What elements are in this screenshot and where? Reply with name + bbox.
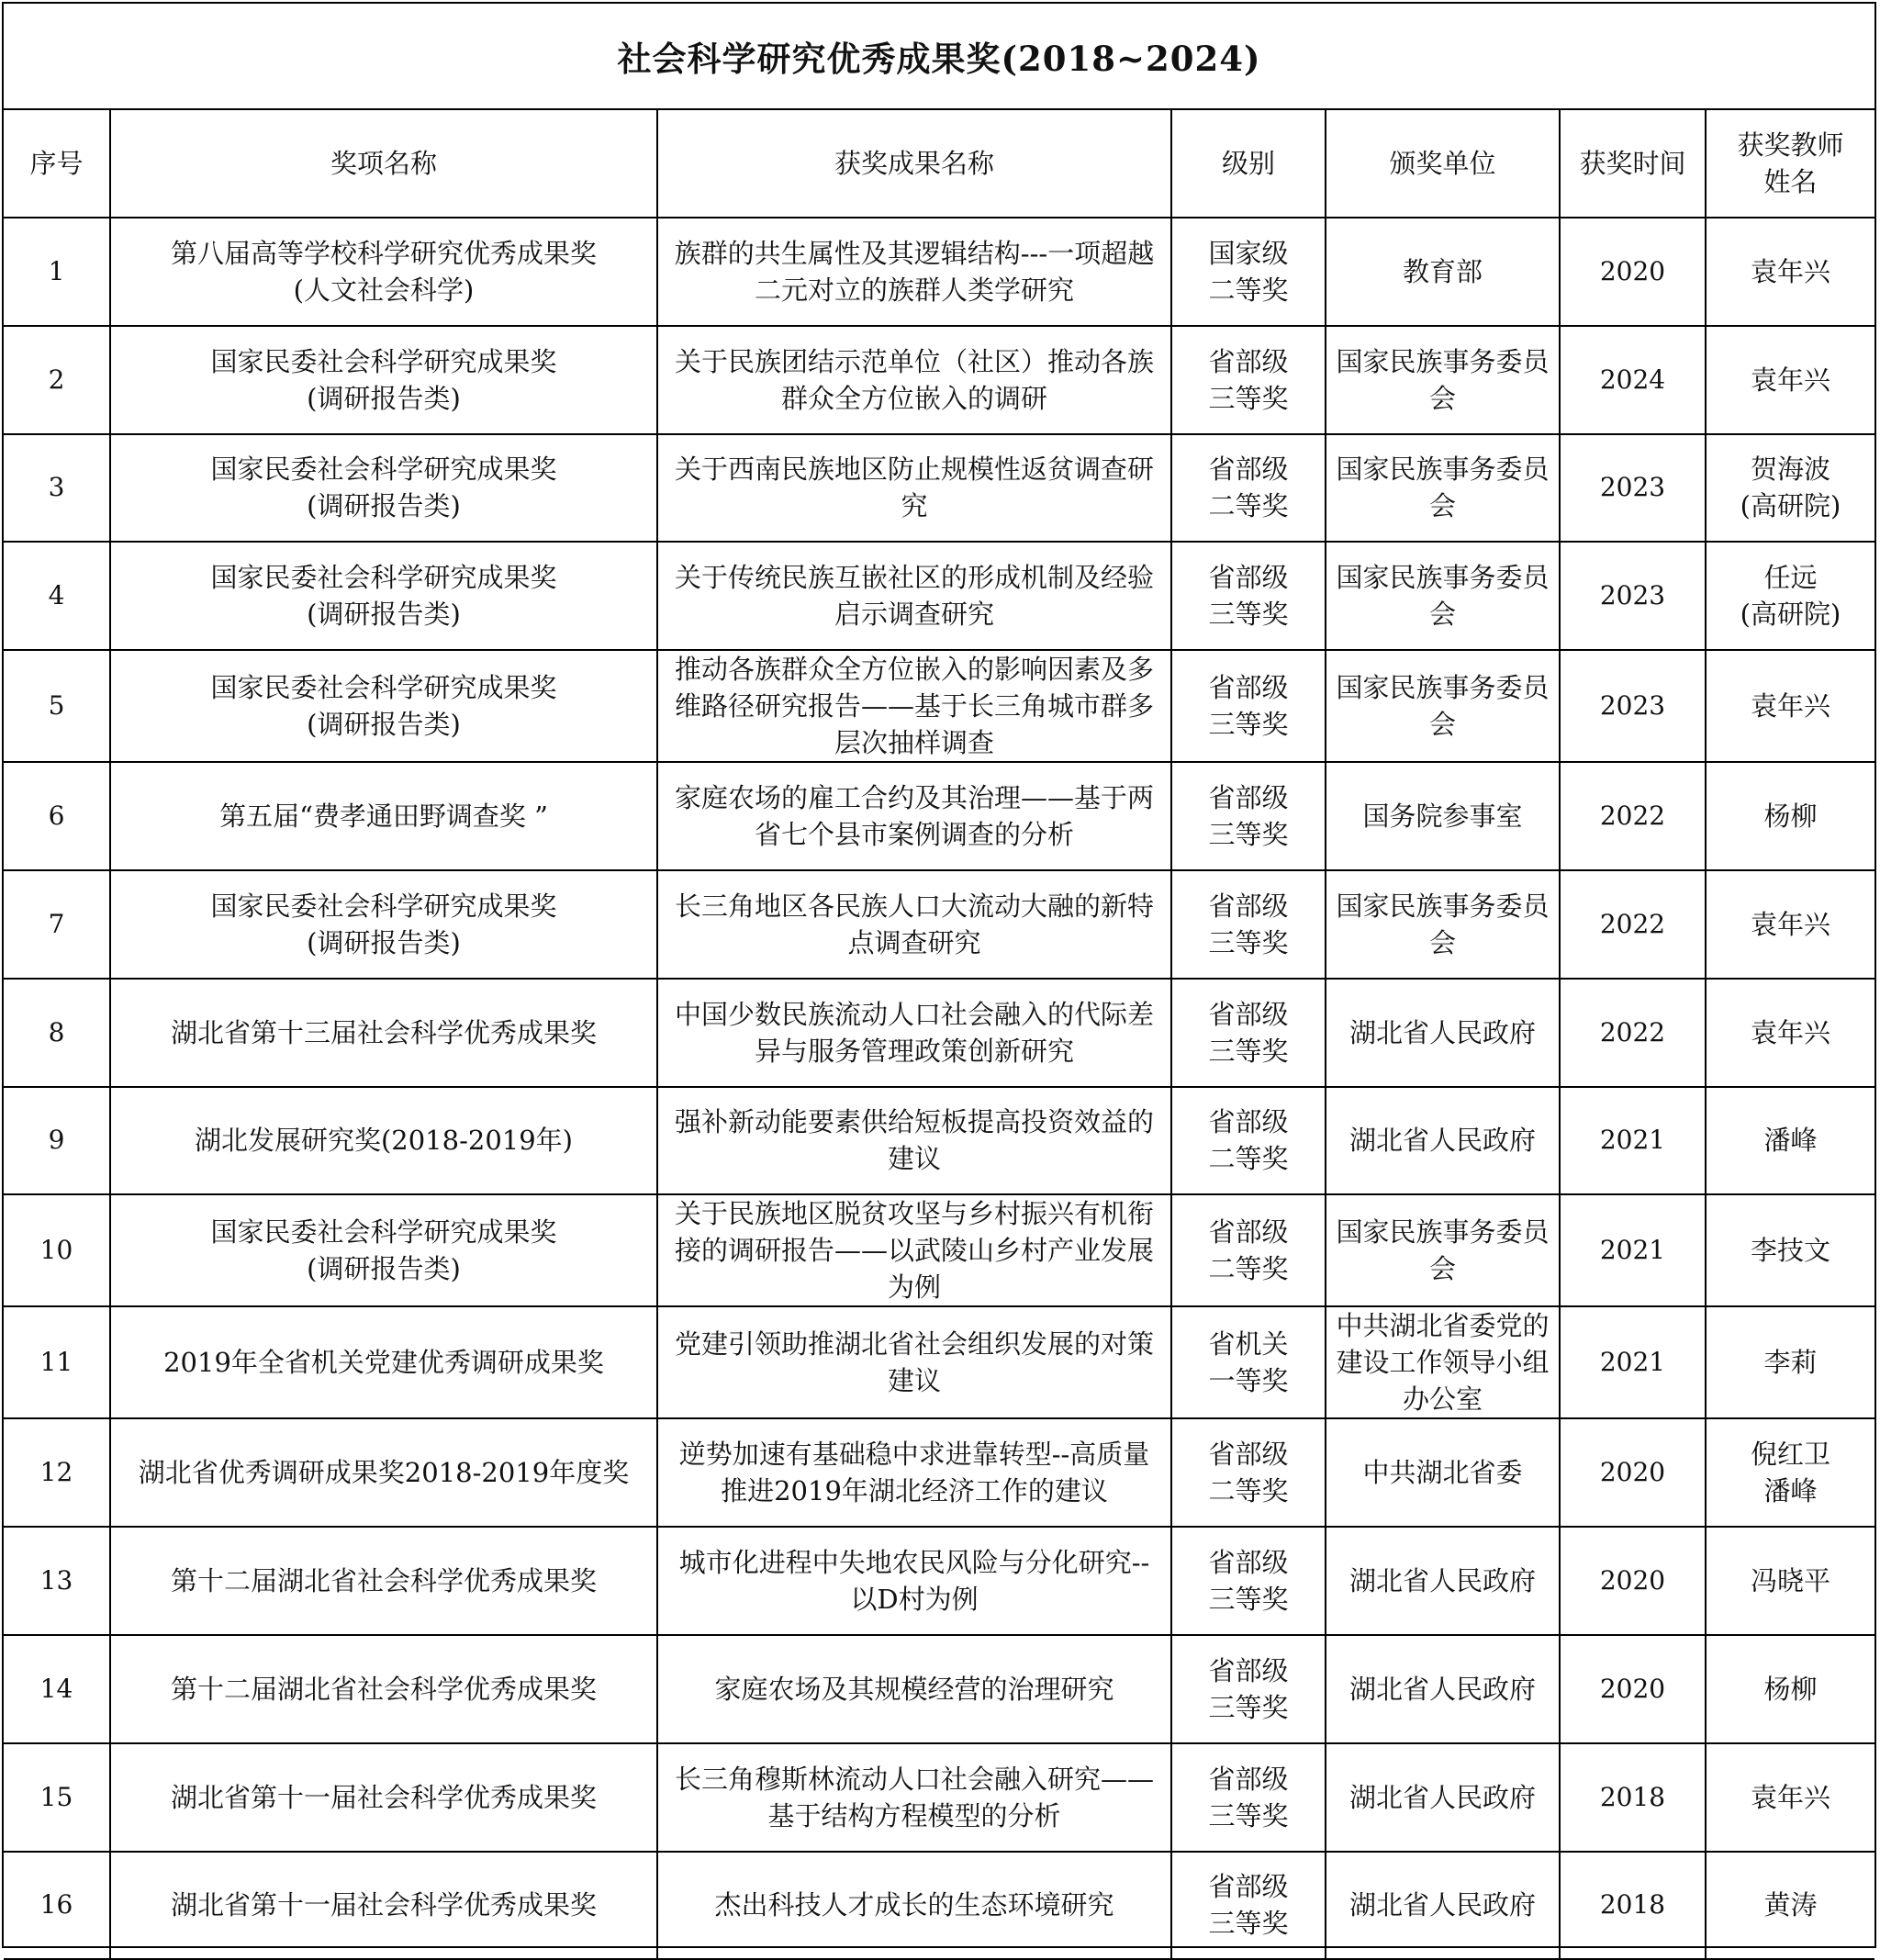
- table-row: [4, 1418, 1874, 1527]
- cell-index: 14: [4, 1635, 110, 1743]
- cell-teacher: 任远 (高研院): [1706, 542, 1874, 650]
- cell-issuer: 中共湖北省委党的建设工作领导小组办公室: [1326, 1306, 1560, 1418]
- cell-work-title: 强补新动能要素供给短板提高投资效益的建议: [657, 1087, 1171, 1195]
- cell-level: 省机关 一等奖: [1171, 1306, 1326, 1418]
- cell-issuer: 湖北省人民政府: [1326, 1527, 1560, 1635]
- cell-award-name: 湖北省第十一届社会科学优秀成果奖: [110, 1743, 657, 1852]
- cell-index: 5: [4, 650, 110, 762]
- cell-level: 国家级 二等奖: [1171, 218, 1326, 326]
- cell-level: 省部级 三等奖: [1171, 326, 1326, 434]
- page-title: 社会科学研究优秀成果奖(2018~2024): [4, 4, 1874, 110]
- cell-index: 8: [4, 979, 110, 1087]
- cell-year: 2021: [1560, 1306, 1706, 1418]
- cell-work-title: 关于传统民族互嵌社区的形成机制及经验启示调查研究: [657, 542, 1171, 650]
- cell-year: 2018: [1560, 1852, 1706, 1960]
- cell-teacher: 倪红卫 潘峰: [1706, 1418, 1874, 1527]
- cell-level: 省部级 二等奖: [1171, 1087, 1326, 1195]
- cell-level: 省部级 三等奖: [1171, 1743, 1326, 1852]
- table-row: [4, 650, 1874, 762]
- cell-index: 11: [4, 1306, 110, 1418]
- cell-level: 省部级 二等奖: [1171, 1194, 1326, 1306]
- cell-level: 省部级 三等奖: [1171, 870, 1326, 979]
- cell-level: 省部级 二等奖: [1171, 1418, 1326, 1527]
- cell-index: 4: [4, 542, 110, 650]
- cell-teacher: 冯晓平: [1706, 1527, 1874, 1635]
- cell-work-title: 家庭农场及其规模经营的治理研究: [657, 1635, 1171, 1743]
- cell-issuer: 中共湖北省委: [1326, 1418, 1560, 1527]
- cell-award-name: 国家民委社会科学研究成果奖 (调研报告类): [110, 542, 657, 650]
- cell-index: 1: [4, 218, 110, 326]
- cell-level: 省部级 三等奖: [1171, 650, 1326, 762]
- cell-issuer: 湖北省人民政府: [1326, 1635, 1560, 1743]
- cell-index: 12: [4, 1418, 110, 1527]
- table-row: [4, 434, 1874, 543]
- cell-work-title: 族群的共生属性及其逻辑结构---一项超越二元对立的族群人类学研究: [657, 218, 1171, 326]
- cell-level: 省部级 三等奖: [1171, 542, 1326, 650]
- cell-award-name: 第十二届湖北省社会科学优秀成果奖: [110, 1527, 657, 1635]
- cell-year: 2021: [1560, 1194, 1706, 1306]
- cell-year: 2022: [1560, 762, 1706, 870]
- col-header-award: 奖项名称: [110, 110, 657, 218]
- cell-issuer: 国家民族事务委员会: [1326, 650, 1560, 762]
- table-row: [4, 1852, 1874, 1960]
- cell-index: 2: [4, 326, 110, 434]
- cell-year: 2024: [1560, 326, 1706, 434]
- col-header-level: 级别: [1171, 110, 1326, 218]
- cell-award-name: 湖北省第十一届社会科学优秀成果奖: [110, 1852, 657, 1960]
- cell-work-title: 关于民族团结示范单位（社区）推动各族群众全方位嵌入的调研: [657, 326, 1171, 434]
- cell-award-name: 国家民委社会科学研究成果奖 (调研报告类): [110, 434, 657, 543]
- cell-work-title: 家庭农场的雇工合约及其治理——基于两省七个县市案例调查的分析: [657, 762, 1171, 870]
- cell-award-name: 湖北省第十三届社会科学优秀成果奖: [110, 979, 657, 1087]
- cell-award-name: 第八届高等学校科学研究优秀成果奖 (人文社会科学): [110, 218, 657, 326]
- table-row: [4, 1194, 1874, 1306]
- cell-work-title: 长三角穆斯林流动人口社会融入研究——基于结构方程模型的分析: [657, 1743, 1171, 1852]
- cell-teacher: 袁年兴: [1706, 1743, 1874, 1852]
- cell-teacher: 袁年兴: [1706, 326, 1874, 434]
- cell-award-name: 国家民委社会科学研究成果奖 (调研报告类): [110, 650, 657, 762]
- table-row: [4, 542, 1874, 650]
- col-header-issuer: 颁奖单位: [1326, 110, 1560, 218]
- cell-teacher: 袁年兴: [1706, 870, 1874, 979]
- cell-issuer: 教育部: [1326, 218, 1560, 326]
- cell-teacher: 杨柳: [1706, 1635, 1874, 1743]
- cell-level: 省部级 二等奖: [1171, 434, 1326, 543]
- cell-teacher: 黄涛: [1706, 1852, 1874, 1960]
- cell-award-name: 国家民委社会科学研究成果奖 (调研报告类): [110, 1194, 657, 1306]
- cell-issuer: 湖北省人民政府: [1326, 1743, 1560, 1852]
- cell-award-name: 湖北发展研究奖(2018-2019年): [110, 1087, 657, 1195]
- cell-year: 2021: [1560, 1087, 1706, 1195]
- cell-issuer: 国家民族事务委员会: [1326, 326, 1560, 434]
- table-row: [4, 1527, 1874, 1635]
- cell-issuer: 湖北省人民政府: [1326, 1087, 1560, 1195]
- cell-issuer: 国家民族事务委员会: [1326, 1194, 1560, 1306]
- cell-work-title: 城市化进程中失地农民风险与分化研究--以D村为例: [657, 1527, 1171, 1635]
- cell-level: 省部级 三等奖: [1171, 1527, 1326, 1635]
- cell-award-name: 湖北省优秀调研成果奖2018-2019年度奖: [110, 1418, 657, 1527]
- cell-index: 6: [4, 762, 110, 870]
- cell-teacher: 袁年兴: [1706, 218, 1874, 326]
- table-row: [4, 218, 1874, 326]
- table-row: [4, 1306, 1874, 1418]
- cell-year: 2020: [1560, 1527, 1706, 1635]
- cell-year: 2018: [1560, 1743, 1706, 1852]
- cell-index: 15: [4, 1743, 110, 1852]
- table-row: [4, 870, 1874, 979]
- cell-year: 2020: [1560, 218, 1706, 326]
- cell-work-title: 杰出科技人才成长的生态环境研究: [657, 1852, 1171, 1960]
- cell-work-title: 关于西南民族地区防止规模性返贫调查研究: [657, 434, 1171, 543]
- cell-work-title: 中国少数民族流动人口社会融入的代际差异与服务管理政策创新研究: [657, 979, 1171, 1087]
- cell-award-name: 第五届“费孝通田野调查奖 ”: [110, 762, 657, 870]
- cell-issuer: 湖北省人民政府: [1326, 1852, 1560, 1960]
- cell-level: 省部级 三等奖: [1171, 1635, 1326, 1743]
- cell-work-title: 逆势加速有基础稳中求进靠转型--高质量推进2019年湖北经济工作的建议: [657, 1418, 1171, 1527]
- cell-award-name: 国家民委社会科学研究成果奖 (调研报告类): [110, 326, 657, 434]
- cell-level: 省部级 三等奖: [1171, 762, 1326, 870]
- cell-index: 16: [4, 1852, 110, 1960]
- cell-award-name: 国家民委社会科学研究成果奖 (调研报告类): [110, 870, 657, 979]
- cell-year: 2020: [1560, 1635, 1706, 1743]
- cell-year: 2023: [1560, 542, 1706, 650]
- table-row: [4, 979, 1874, 1087]
- cell-award-name: 第十二届湖北省社会科学优秀成果奖: [110, 1635, 657, 1743]
- cell-teacher: 袁年兴: [1706, 979, 1874, 1087]
- table-row: [4, 1635, 1874, 1743]
- cell-level: 省部级 三等奖: [1171, 979, 1326, 1087]
- cell-year: 2020: [1560, 1418, 1706, 1527]
- cell-work-title: 推动各族群众全方位嵌入的影响因素及多维路径研究报告——基于长三角城市群多层次抽样调查: [657, 650, 1171, 762]
- cell-teacher: 杨柳: [1706, 762, 1874, 870]
- col-header-index: 序号: [4, 110, 110, 218]
- cell-issuer: 国家民族事务委员会: [1326, 542, 1560, 650]
- awards-document: [2, 2, 1876, 1948]
- cell-index: 10: [4, 1194, 110, 1306]
- cell-index: 13: [4, 1527, 110, 1635]
- cell-issuer: 国务院参事室: [1326, 762, 1560, 870]
- col-header-work: 获奖成果名称: [657, 110, 1171, 218]
- cell-teacher: 贺海波 (高研院): [1706, 434, 1874, 543]
- cell-work-title: 关于民族地区脱贫攻坚与乡村振兴有机衔接的调研报告——以武陵山乡村产业发展为例: [657, 1194, 1171, 1306]
- cell-work-title: 党建引领助推湖北省社会组织发展的对策建议: [657, 1306, 1171, 1418]
- cell-issuer: 国家民族事务委员会: [1326, 870, 1560, 979]
- table-row: [4, 1743, 1874, 1852]
- cell-level: 省部级 三等奖: [1171, 1852, 1326, 1960]
- cell-award-name: 2019年全省机关党建优秀调研成果奖: [110, 1306, 657, 1418]
- cell-year: 2023: [1560, 434, 1706, 543]
- cell-index: 9: [4, 1087, 110, 1195]
- cell-work-title: 长三角地区各民族人口大流动大融的新特点调查研究: [657, 870, 1171, 979]
- cell-issuer: 湖北省人民政府: [1326, 979, 1560, 1087]
- table-row: [4, 326, 1874, 434]
- awards-table: [4, 110, 1874, 1960]
- cell-teacher: 潘峰: [1706, 1087, 1874, 1195]
- cell-year: 2022: [1560, 870, 1706, 979]
- cell-teacher: 李莉: [1706, 1306, 1874, 1418]
- cell-index: 3: [4, 434, 110, 543]
- cell-teacher: 袁年兴: [1706, 650, 1874, 762]
- header-row: [4, 110, 1874, 218]
- cell-index: 7: [4, 870, 110, 979]
- col-header-teacher: 获奖教师 姓名: [1706, 110, 1874, 218]
- table-row: [4, 762, 1874, 870]
- cell-teacher: 李技文: [1706, 1194, 1874, 1306]
- cell-year: 2023: [1560, 650, 1706, 762]
- cell-issuer: 国家民族事务委员会: [1326, 434, 1560, 543]
- table-row: [4, 1087, 1874, 1195]
- cell-year: 2022: [1560, 979, 1706, 1087]
- col-header-year: 获奖时间: [1560, 110, 1706, 218]
